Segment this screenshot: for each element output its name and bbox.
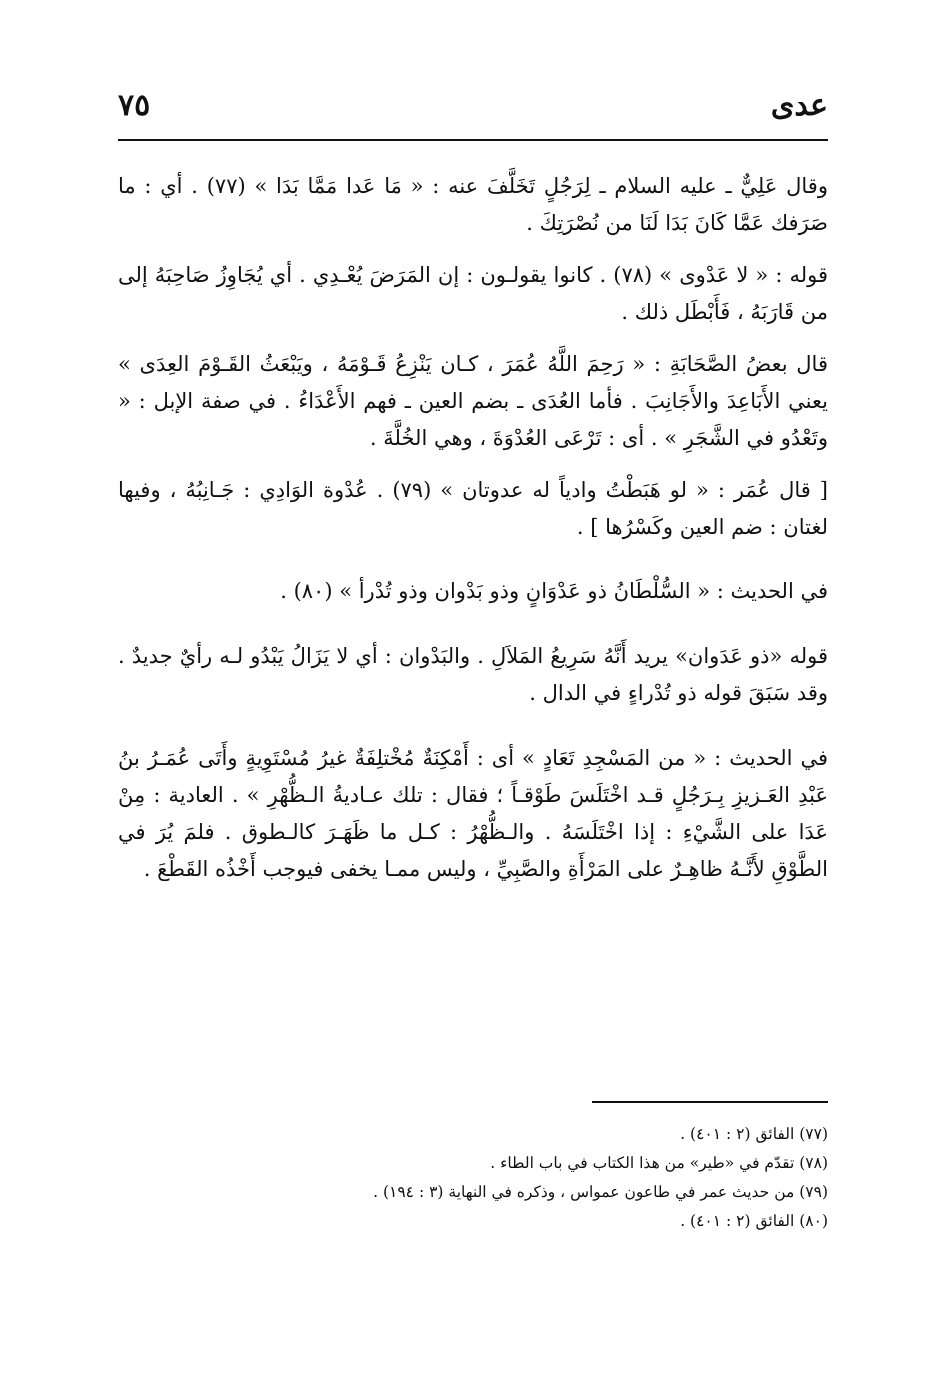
paragraph: قال بعضُ الصَّحَابَةِ : « رَحِمَ اللَّهُ عُمَرَ ، كـان يَنْزِعُ قَـوْمَهُ ، ويَبْعَثُ القَـوْمَ العِدَى » يعني الأَبَاعِدَ والأَجَانِبَ . فأما العُدَى ـ بضم العين ـ فهم الأَعْدَاءُ . في صفة الإبل : « وتَعْدُو في الشَّجَرِ » . أى : تَرْعَى العُدْوَةَ ، وهي الخُلَّةَ . [118,352,828,450]
paragraph: قوله «ذو عَدَوان» يريد أَنَّهُ سَرِيعُ المَلاَلِ . والبَدْوان : أي لا يَزَالُ يَبْدُو لـه رأيٌ جديدٌ . وقد سَبَقَ قوله ذو تُدْراءٍ في الدال . [118,644,828,705]
paragraph: قوله : « لا عَدْوى » (٧٨) . كانوا يقولـون : إن المَرَضَ يُعْـدِي . أي يُجَاوِزُ صَاحِبَهُ إلى من قَارَبَهُ ، فَأَبْطَل ذلك . [118,263,828,324]
paragraph: في الحديث : « من المَسْجِدِ تَعَادٍ » أى : أَمْكِنَةٌ مُخْتلِفَةٌ غيرُ مُسْتَوِيةٍ وأَتَى عُمَـرُ بنُ عَبْدِ العَـزيزِ بِـرَجُلٍ قـد اخْتَلَسَ طَوْقـاً ؛ فقال : تلك عـاديةُ الـظُّهْرِ » . العادية : مِنْ عَدَا على الشَّيْءِ : إذا اخْتَلَسَهُ . والـظُّهْرُ : كـل ما ظَهَـرَ كالـطوق . فلمَ يُرَ في الطَّوْقِ لأَنَّـهُ ظاهِـرٌ على المَرْأَةِ والصَّبِيِّ ، وليس ممـا يخفى فيوجب أَخْذُه القَطْعَ . [118,746,828,881]
page-number: ٧٥ [118,88,151,123]
footnote: (٨٠) الفائق (٢ : ٤٠١) . [680,1212,828,1230]
running-head: عدى [770,88,828,123]
header-rule [118,139,828,141]
paragraph: وقال عَلِيٌّ ـ عليه السلام ـ لِرَجُلٍ تَخَلَّفَ عنه : « مَا عَدا مَمَّا بَدَا » (٧٧) . أي : ما صَرَفك عَمَّا كَانَ بَدَا لَنَا من نُصْرَتِكَ . [118,174,828,235]
footnotes [118,1120,828,1236]
footnote: (٧٩) من حديث عمر في طاعون عمواس ، وذكره في النهاية (٣ : ١٩٤) . [373,1183,828,1201]
footnote: (٧٨) تقدّم في «طير» من هذا الكتاب في باب الطاء . [490,1154,828,1172]
paragraph: [ قال عُمَر : « لو هَبَطْتُ وادياً له عدوتان » (٧٩) . عُدْوة الوَادِي : جَـانِبُهُ ، وفيها لغتان : ضم العين وكَسْرُها ] . [118,478,828,539]
footnote-rule [592,1101,828,1103]
page-header [118,78,828,128]
footnote: (٧٧) الفائق (٢ : ٤٠١) . [680,1125,828,1143]
main-text [118,168,828,903]
paragraph: في الحديث : « السُّلْطَانُ ذو عَدْوَانٍ وذو بَدْوان وذو تُدْرأ » (٨٠) . [280,579,828,603]
